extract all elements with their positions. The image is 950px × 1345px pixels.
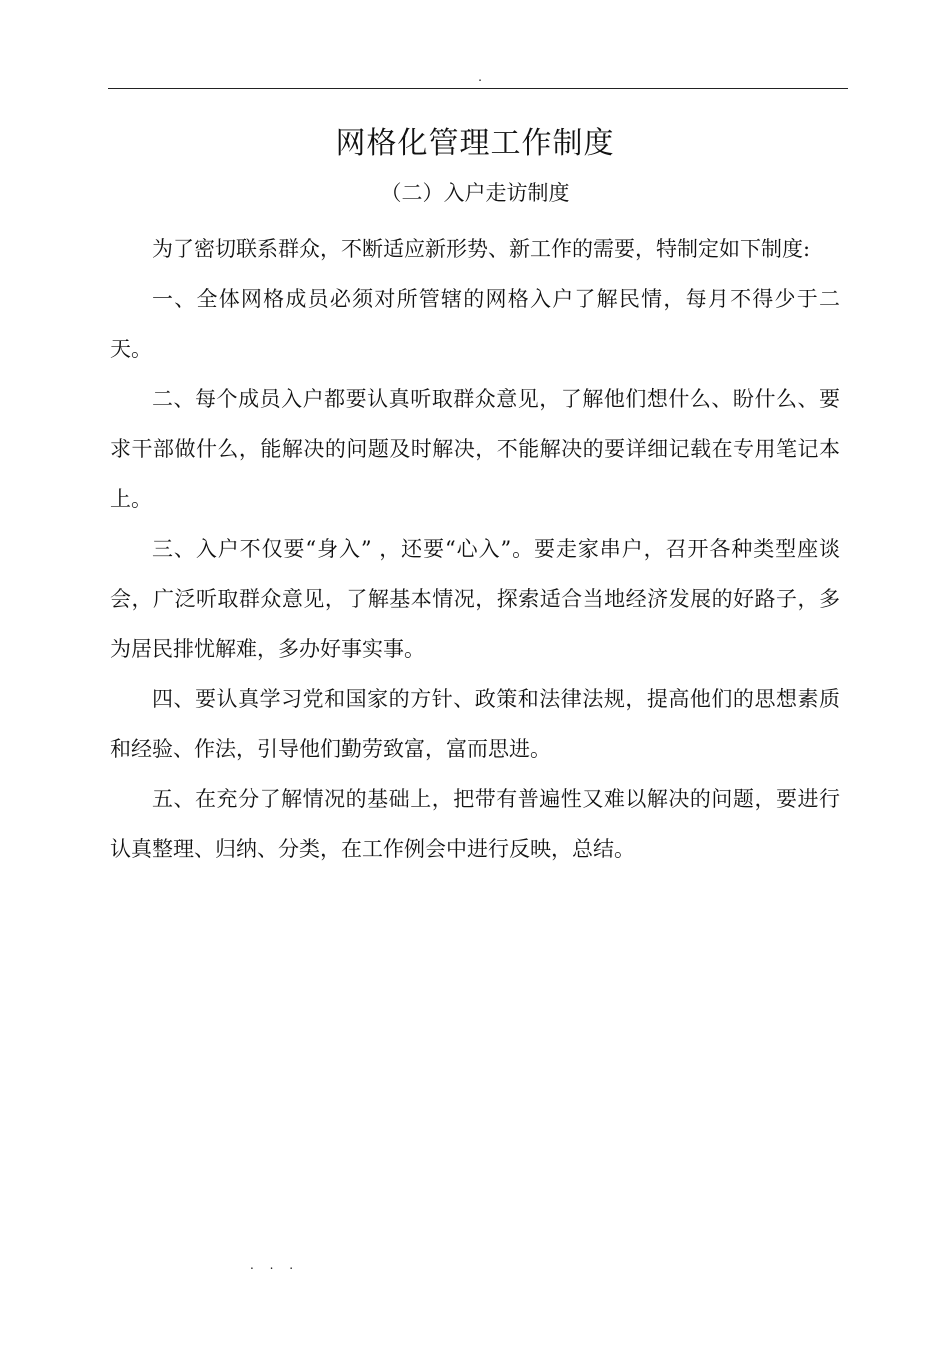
paragraph-rule-5: 五、在充分了解情况的基础上，把带有普遍性又难以解决的问题，要进行认真整理、归纳、分类，在工作例会中进行反映，总结。 (110, 787, 840, 861)
paragraph-rule-4: 四、要认真学习党和国家的方针、政策和法律法规，提高他们的思想素质和经验、作法，引导他们勤劳致富，富而思进。 (110, 687, 840, 761)
paragraph-rule-1: 一、全体网格成员必须对所管辖的网格入户了解民情，每月不得少于二天。 (110, 287, 840, 361)
header-mark: . (478, 70, 482, 84)
paragraph-intro: 为了密切联系群众，不断适应新形势、新工作的需要，特制定如下制度: (152, 237, 811, 261)
paragraph-rule-2: 二、每个成员入户都要认真听取群众意见，了解他们想什么、盼什么、要求干部做什么，能解决的问题及时解决，不能解决的要详细记载在专用笔记本上。 (110, 387, 840, 511)
footer-mark: . . . (250, 1258, 300, 1272)
document-body (110, 224, 840, 874)
document-subtitle: （二）入户走访制度 (380, 181, 570, 205)
header-rule (108, 88, 848, 89)
paragraph-rule-3: 三、入户不仅要“身入” ，还要“心入”。要走家串户，召开各种类型座谈会，广泛听取群众意见，了解基本情况，探索适合当地经济发展的好路子，多为居民排忧解难，多办好事实事。 (110, 537, 840, 661)
document-title: 网格化管理工作制度 (335, 126, 615, 161)
